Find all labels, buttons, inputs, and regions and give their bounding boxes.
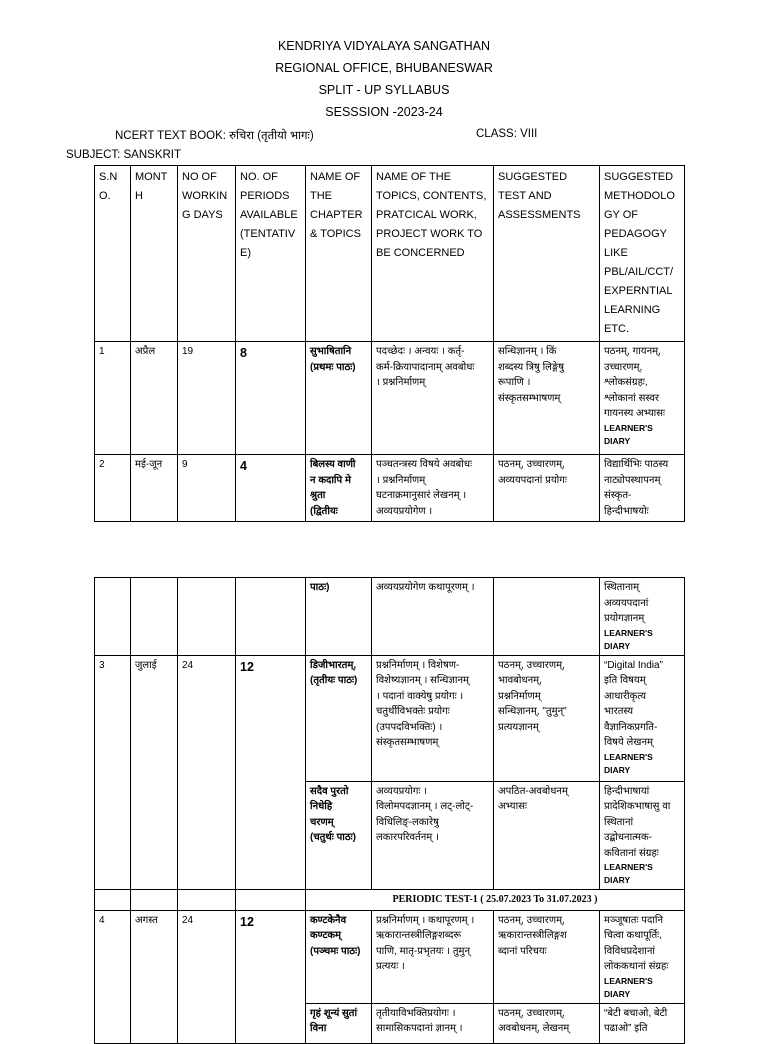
row-month: अगस्त [131,910,178,1043]
row-periods: 8 [236,342,306,455]
row-sno: 2 [95,455,131,522]
row-sno: 4 [95,910,131,1043]
row-topics: प्रश्ननिर्माणम् । विशेषण- विशेष्यज्ञानम् । सन्धिज्ञानम् । पदानां वाक्येषु प्रयोगः । चतुर्थीविभक्तेः प्रयोगः (उपपदविभक्तिः) । संस्कृतसम्भाषणम् [372,655,494,781]
row-pedagogy [600,781,685,890]
row-tests [494,578,600,656]
row-days: 24 [178,655,236,890]
row-pedagogy: “बेटी बचाओ, बेटी पढाओ” इति [600,1003,685,1043]
row-tests: सन्धिज्ञानम् । किं शब्दस्य त्रिषु लिङ्गेषु रूपाणि । संस्कृतसम्भाषणम् [494,342,600,455]
row-chapter: पाठः) [306,578,372,656]
col-header-pedagogy: SUGGESTED METHODOLO GY OF PEDAGOGY LIKE PBL/AIL/CCT/ EXPERNTIAL LEARNING ETC. [600,166,685,342]
pedagogy-text: पठनम्, गायनम्, उच्चारणम्, श्लोकसंग्रहः, श्लोकानां सस्वर गायनस्य अभ्यासः [604,346,666,419]
learners-diary-label: LEARNER'S DIARY [604,975,653,999]
row-topics: अव्ययप्रयोगः । विलोमपदज्ञानम् । लट्-लोट्- विधिलिङ्-लकारेषु लकारपरिवर्तनम् । [372,781,494,890]
row-month: जुलाई [131,655,178,890]
row-chapter: डिजीभारतम्, (तृतीयः पाठः) [306,655,372,781]
row-topics: पञ्चतन्त्रस्य विषये अवबोधः । प्रश्ननिर्माणम् घटनाक्रमानुसारं लेखनम् । अव्ययप्रयोगेण । [372,455,494,522]
row-tests: पठनम्, उच्चारणम्, भावबोधनम्, प्रश्ननिर्माणम् सन्धिज्ञानम्, "तुमुन्" प्रत्ययज्ञानम् [494,655,600,781]
learners-diary-label: LEARNER'S DIARY [604,751,653,775]
row-periods: 4 [236,455,306,522]
row-pedagogy: विद्यार्थिभिः पाठस्य नाट्योपस्थापनम् संस्कृत- हिन्दीभाषयोः [600,455,685,522]
learners-diary-label: LEARNER'S DIARY [604,862,653,885]
row-pedagogy [600,342,685,455]
col-header-sno: S.N O. [95,166,131,342]
row-sno: 3 [95,655,131,890]
subject-label: SUBJECT: SANSKRIT [66,149,182,161]
row-days: 9 [178,455,236,522]
table-row [95,655,685,781]
row-tests: अपठित-अवबोधनम् अभ्यासः [494,781,600,890]
row-periods: 12 [236,655,306,890]
row-sno [95,578,131,656]
row-periods: 12 [236,910,306,1043]
syllabus-table-page-2 [94,577,685,1044]
doc-title: SPLIT - UP SYLLABUS [318,83,450,97]
row-pedagogy [600,655,685,781]
col-header-periods: NO. OF PERIODS AVAILABLE (TENTATIV E) [236,166,306,342]
session-title: SESSSION -2023-24 [325,105,443,119]
row-month [131,578,178,656]
row-periods [236,578,306,656]
pedagogy-text: स्थितानाम् अव्ययपदानां प्रयोगज्ञानम् [604,582,649,624]
class-label: CLASS: VIII [476,128,538,140]
col-header-days: NO OF WORKIN G DAYS [178,166,236,342]
row-topics: पदच्छेदः । अन्वयः । कर्तृ- कर्म-क्रियापादानाम् अवबोधः । प्रश्ननिर्माणम् [372,342,494,455]
pedagogy-text: हिन्दीभाषायां प्रादेशिकभाषासु वा स्थितानां उद्बोधनात्मक- कवितानां संग्रहः [604,785,671,859]
col-header-chapter: NAME OF THE CHAPTER & TOPICS [306,166,372,342]
office-title: REGIONAL OFFICE, BHUBANESWAR [275,61,493,75]
row-days [178,578,236,656]
org-title: KENDRIYA VIDYALAYA SANGATHAN [277,39,491,53]
row-chapter: सुभाषितानि (प्रथमः पाठः) [306,342,372,455]
row-pedagogy [600,910,685,1003]
row-chapter: सदैव पुरतो निधेहि चरणम् (चतुर्थः पाठः) [306,781,372,890]
table-header-row [95,166,685,342]
table-row [95,342,685,455]
row-chapter: गृहं शून्यं सुतां विना [306,1003,372,1043]
table-row [95,455,685,522]
row-month: मई-जून [131,455,178,522]
col-header-topics: NAME OF THE TOPICS, CONTENTS, PRATCICAL WORK, PROJECT WORK TO BE CONCERNED [372,166,494,342]
periodic-test-label: PERIODIC TEST-1 ( 25.07.2023 To 31.07.2023 ) [306,890,685,911]
learners-diary-label: LEARNER'S DIARY [604,422,653,446]
row-tests: पठनम्, उच्चारणम्, अवबोधनम्, लेखनम् [494,1003,600,1043]
col-header-tests: SUGGESTED TEST AND ASSESSMENTS [494,166,600,342]
learners-diary-label: LEARNER'S DIARY [604,627,653,651]
row-days: 24 [178,910,236,1043]
textbook-label: NCERT TEXT BOOK: रुचिरा (तृतीयो भागः) [115,130,314,142]
row-sno: 1 [95,342,131,455]
row-topics: तृतीयाविभक्तिप्रयोगः । सामासिकपदानां ज्ञानम् । [372,1003,494,1043]
row-chapter: कण्टकेनैव कण्टकम् (पञ्चमः पाठः) [306,910,372,1003]
row-topics: प्रश्ननिर्माणम् । कथापूरणम् । ऋकारान्तस्त्रीलिङ्गशब्दरू पाणि, मातृ-प्रभृतयः । तुमुन् प्रत्ययः । [372,910,494,1003]
periodic-test-row [95,890,685,911]
row-tests: पठनम्, उच्चारणम्, ऋकारान्तस्त्रीलिङ्गश ब्दानां परिचयः [494,910,600,1003]
row-pedagogy [600,578,685,656]
table-row [95,910,685,1003]
row-topics: अव्ययप्रयोगेण कथापूरणम् । [372,578,494,656]
row-chapter: बिलस्य वाणी न कदापि मे श्रुता (द्वितीयः [306,455,372,522]
table-row [95,578,685,656]
col-header-month: MONT H [131,166,178,342]
row-month: अप्रैल [131,342,178,455]
pedagogy-text: “Digital India” इति विषयम् आधारीकृत्य भारतस्य वैज्ञानिकप्रगति- विषये लेखनम् [604,659,663,748]
row-days: 19 [178,342,236,455]
pedagogy-text: मञ्जूषातः पदानि चित्वा कथापूर्तिः, विविधप्रदेशानां लोककथानां संग्रहः [604,914,669,972]
syllabus-table-page-1 [94,165,685,522]
row-tests: पठनम्, उच्चारणम्, अव्ययपदानां प्रयोगः [494,455,600,522]
